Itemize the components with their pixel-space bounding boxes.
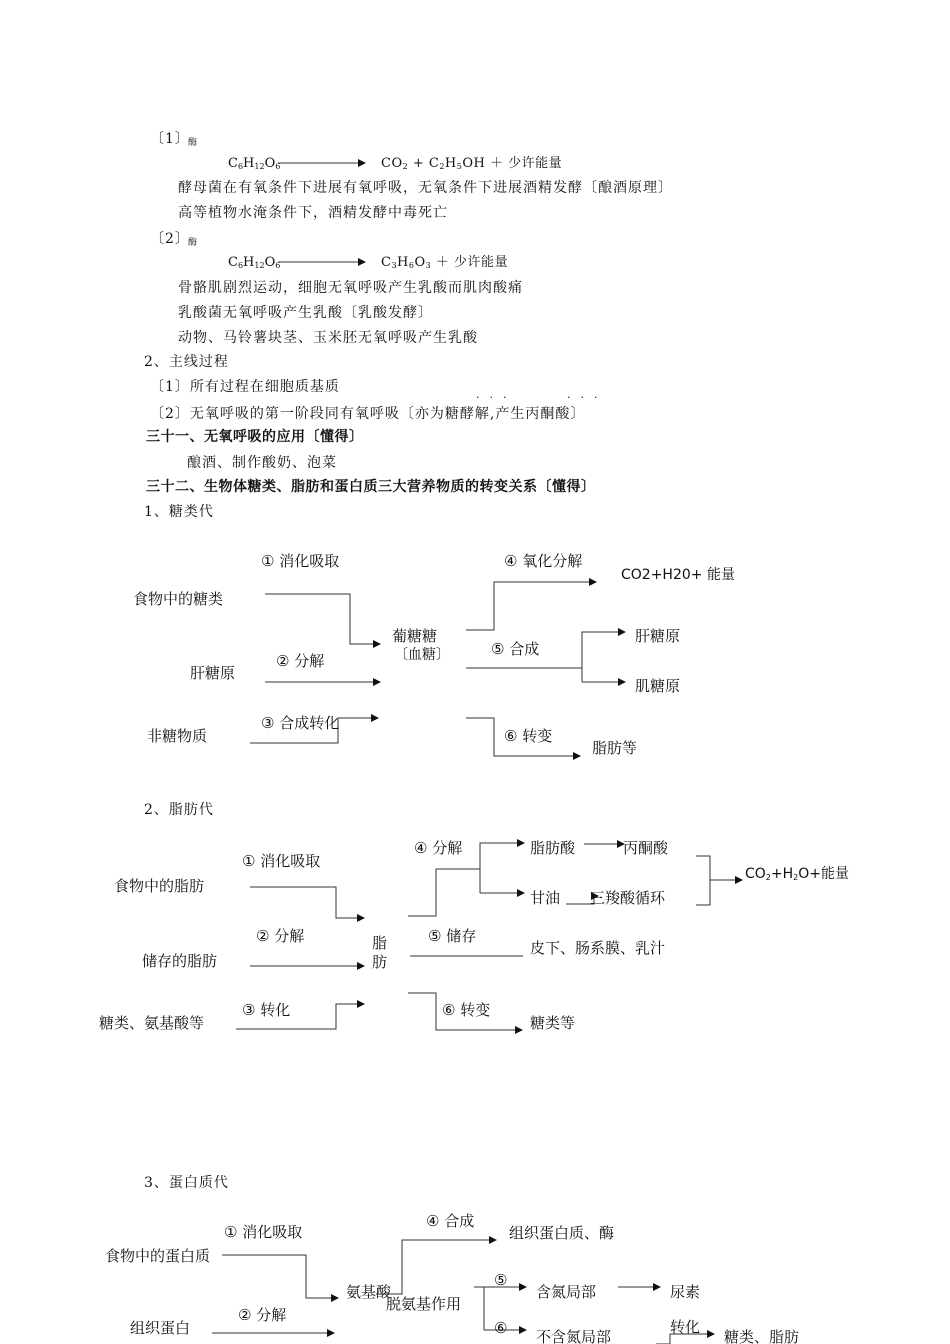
sugar-fat: 脂肪等 (592, 739, 638, 757)
fat-glycerol: 甘油 (530, 889, 561, 907)
sugar-step-3: ③ 合成转化 (261, 714, 340, 732)
protein-tissue-enzyme: 组织蛋白质、酶 (509, 1224, 615, 1242)
protein-step-1: ① 消化吸取 (224, 1223, 303, 1241)
protein-food: 食物中的蛋白质 (105, 1247, 211, 1265)
protein-step-5: ⑤ (494, 1271, 508, 1289)
fat-step-4: ④ 分解 (414, 839, 463, 857)
line-yeast: 酵母菌在有氧条件下进展有氧呼吸，无氧条件下进展酒精发酵〔酿酒原理〕 (178, 180, 673, 196)
sugar-arrow-liver (582, 632, 625, 682)
sugar-step-1: ① 消化吸取 (261, 552, 340, 570)
protein-tissue: 组织蛋白 (130, 1319, 191, 1337)
enzyme-label-2: 酶 (188, 238, 198, 248)
sugar-step-2: ② 分解 (276, 652, 325, 670)
line-applications: 酿酒、制作酸奶、泡菜 (187, 455, 337, 471)
sugar-arrow-food (265, 594, 380, 644)
fat-arrow-fattyacid (480, 843, 524, 893)
reaction-2-products: $C_3H_6O_3$ ＋ 少许能量 (381, 255, 509, 270)
sugar-step-6: ⑥ 转变 (504, 727, 553, 745)
sugar-glucose: 葡糖糖 (392, 627, 438, 645)
protein-deamination: 脱氨基作用 (386, 1295, 462, 1313)
protein-arrow-food (222, 1255, 338, 1298)
fat-arrow-food (250, 887, 364, 918)
fat-fatty-acid: 脂肪酸 (530, 839, 576, 857)
fat-center-2: 肪 (372, 953, 388, 971)
sugar-liver-glycogen: 肝糖原 (635, 627, 681, 645)
sugar-glycogen-source: 肝糖原 (190, 664, 236, 682)
line-lactobacillus: 乳酸菌无氧呼吸产生乳酸〔乳酸发酵〕 (178, 305, 433, 321)
protein-non-nitrogen-part: 不含氮局部 (536, 1328, 612, 1344)
protein-arrow-synthesis (376, 1240, 496, 1294)
protein-conversion: 转化 (670, 1318, 701, 1336)
line-animals: 动物、马铃薯块茎、玉米胚无氧呼吸产生乳酸 (178, 330, 478, 346)
protein-urea: 尿素 (670, 1283, 701, 1301)
fat-energy: $CO_2+H_2O+$能量 (745, 866, 849, 882)
sugar-nonsugar: 非糖物质 (147, 727, 208, 745)
protein-step-4: ④ 合成 (426, 1212, 475, 1230)
fat-step-1: ① 消化吸取 (242, 852, 321, 870)
enzyme-label-1: 酶 (188, 138, 198, 148)
fat-line-decompose (408, 869, 480, 916)
fat-storage-sites: 皮下、肠系膜、乳汁 (530, 939, 666, 957)
heading-31: 三十一、无氧呼吸的应用〔懂得〕 (146, 429, 364, 445)
fat-tca-cycle: 三羧酸循环 (590, 889, 666, 907)
emphasis-dots-1: ··· (476, 391, 517, 404)
protein-step-2: ② 分解 (238, 1306, 287, 1324)
sugar-food: 食物中的糖类 (133, 590, 224, 608)
sugar-bloodsugar: 〔血糖〕 (394, 647, 450, 663)
fat-step-3: ③ 转化 (242, 1001, 291, 1019)
fat-sugars-output: 糖类等 (530, 1014, 576, 1032)
sugar-arrow-oxidize (466, 582, 596, 630)
protein-nitrogen-part: 含氮局部 (536, 1283, 597, 1301)
line-location: 〔1〕所有过程在细胞质基质 (150, 379, 340, 395)
reaction-1-products: $CO_2 + C_2H_5OH$ ＋ 少许能量 (381, 156, 563, 171)
fat-food: 食物中的脂肪 (114, 877, 205, 895)
sugar-step-4: ④ 氧化分解 (504, 552, 583, 570)
fat-bracket (696, 856, 710, 905)
sugar-muscle-glycogen: 肌糖原 (635, 677, 681, 695)
fat-center-1: 脂 (372, 934, 388, 952)
heading-32: 三十二、生物体糖类、脂肪和蛋白质三大营养物质的转变关系〔懂得〕 (146, 479, 596, 495)
heading-main-process: 2、主线过程 (144, 354, 229, 370)
fat-step-6: ⑥ 转变 (442, 1001, 491, 1019)
line-plants: 高等植物水淹条件下，酒精发酵中毒死亡 (178, 205, 448, 221)
heading-protein: 3、蛋白质代 (144, 1175, 229, 1191)
reaction-2-reactant: $C_6H_{12}O_6$ (228, 255, 281, 270)
fat-step-2: ② 分解 (256, 927, 305, 945)
heading-fat: 2、脂肪代 (144, 802, 214, 818)
protein-sugars-fats: 糖类、脂肪 (724, 1328, 800, 1344)
emphasis-dots-2: ··· (567, 391, 608, 404)
fat-sugars-source: 糖类、氨基酸等 (99, 1014, 205, 1032)
fat-step-5: ⑤ 储存 (428, 927, 477, 945)
fat-pyruvate: 丙酮酸 (623, 839, 669, 857)
sugar-step-5: ⑤ 合成 (491, 640, 540, 658)
reaction-1-reactant: $C_6H_{12}O_6$ (228, 156, 281, 171)
protein-step-6: ⑥ (494, 1319, 508, 1337)
heading-sugar: 1、糖类代 (144, 504, 214, 520)
line-first-stage: 〔2〕无氧呼吸的第一阶段同有氧呼吸〔亦为糖酵解,产生丙酮酸〕 (150, 406, 586, 422)
sugar-energy: CO2+H20+ 能量 (621, 567, 735, 583)
item-2-number: 〔2〕 (150, 231, 190, 247)
line-muscle: 骨骼肌剧烈运动，细胞无氧呼吸产生乳酸而肌肉酸痛 (178, 280, 523, 296)
item-1-number: 〔1〕 (150, 131, 190, 147)
protein-amino-acid: 氨基酸 (346, 1283, 392, 1301)
fat-stored: 储存的脂肪 (142, 952, 218, 970)
